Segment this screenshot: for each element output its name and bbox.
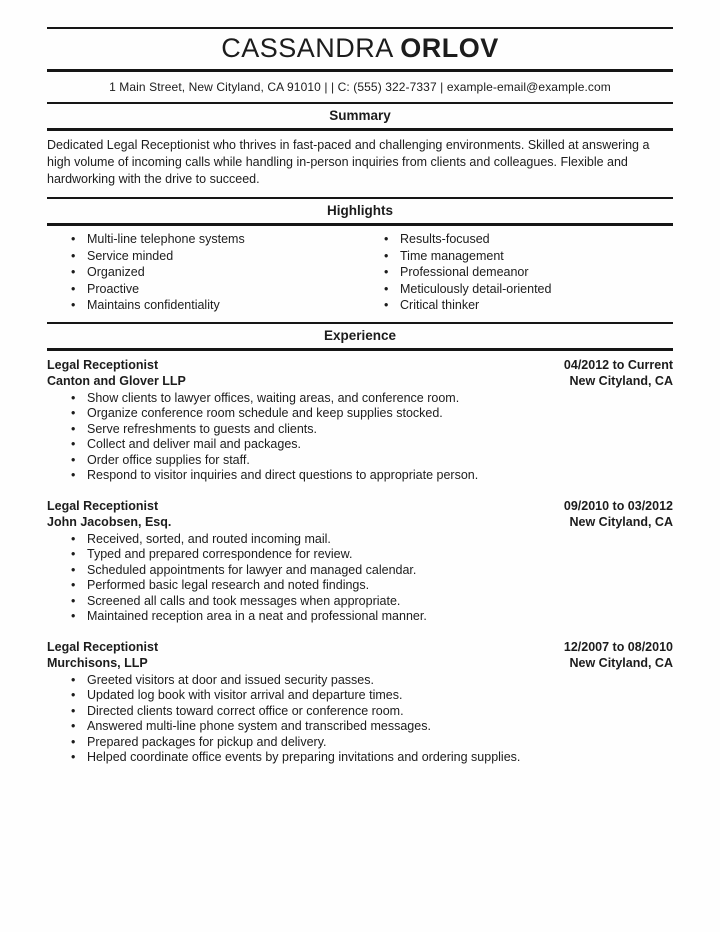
bullet-icon: • [71, 562, 76, 577]
job-duty-text: Order office supplies for staff. [87, 452, 250, 467]
job-entry [47, 498, 673, 625]
highlight-text: Proactive [87, 281, 140, 296]
job-duty-text: Serve refreshments to guests and clients. [87, 421, 317, 436]
job-title: Legal Receptionist [47, 357, 159, 372]
highlight-item [360, 264, 673, 281]
job-duty-text: Screened all calls and took messages when appropriate. [87, 593, 401, 608]
job-company: Murchisons, LLP [47, 655, 148, 670]
job-header-row [47, 639, 673, 655]
bullet-icon: • [71, 750, 76, 764]
highlight-text: Meticulously detail-oriented [400, 281, 552, 296]
job-duties-list [47, 673, 673, 766]
job-entry [47, 639, 673, 766]
bullet-icon: • [71, 547, 76, 561]
job-location: New Cityland, CA [569, 373, 673, 388]
job-duty-item [47, 735, 673, 751]
job-duties-list [47, 532, 673, 625]
highlights-heading: Highlights [47, 197, 673, 226]
highlight-item [360, 248, 673, 265]
bullet-icon: • [384, 298, 389, 312]
job-duty-item [47, 673, 673, 689]
bullet-icon: • [71, 734, 76, 749]
page-title [47, 33, 673, 63]
bullet-icon: • [71, 452, 76, 467]
highlight-item [360, 231, 673, 248]
job-duty-item [47, 532, 673, 548]
job-header-row [47, 357, 673, 373]
bullet-icon: • [384, 265, 389, 279]
highlight-text: Critical thinker [400, 298, 480, 312]
bullet-icon: • [71, 421, 76, 436]
job-duty-text: Scheduled appointments for lawyer and managed calendar. [87, 562, 417, 577]
job-subheader-row [47, 514, 673, 530]
job-duty-item [47, 391, 673, 407]
job-duties-list [47, 391, 673, 484]
job-duty-text: Directed clients toward correct office or conference room. [87, 703, 404, 718]
highlight-text: Professional demeanor [400, 265, 529, 279]
experience-jobs [47, 351, 673, 766]
job-company: John Jacobsen, Esq. [47, 514, 172, 529]
highlights-right-column [360, 231, 673, 314]
job-company: Canton and Glover LLP [47, 373, 186, 388]
last-name: ORLOV [400, 33, 499, 63]
highlight-text: Maintains confidentiality [87, 298, 220, 312]
job-duty-item [47, 688, 673, 704]
bullet-icon: • [71, 281, 76, 296]
highlights-right-list [360, 231, 673, 314]
job-duty-item [47, 719, 673, 735]
highlight-item [47, 297, 360, 314]
bullet-icon: • [384, 232, 389, 246]
job-title: Legal Receptionist [47, 498, 159, 513]
bullet-icon: • [71, 719, 76, 733]
job-duty-text: Answered multi-line phone system and transcribed messages. [87, 719, 431, 733]
job-dates: 04/2012 to Current [563, 357, 673, 372]
job-duty-text: Helped coordinate office events by preparing invitations and ordering supplies. [87, 750, 521, 764]
job-duty-item [47, 437, 673, 453]
highlight-item [47, 281, 360, 298]
highlights-columns [47, 226, 673, 322]
job-duty-text: Collect and deliver mail and packages. [87, 437, 302, 451]
highlight-item [47, 248, 360, 265]
job-duty-text: Performed basic legal research and noted findings. [87, 578, 370, 592]
job-location: New Cityland, CA [569, 514, 673, 529]
job-duty-text: Typed and prepared correspondence for review. [87, 547, 353, 561]
job-dates: 12/2007 to 08/2010 [563, 639, 673, 654]
job-duty-item [47, 563, 673, 579]
bullet-icon: • [71, 672, 76, 687]
job-duty-item [47, 704, 673, 720]
first-name: CASSANDRA [221, 33, 393, 63]
job-title: Legal Receptionist [47, 639, 159, 654]
bullet-icon: • [71, 468, 76, 482]
job-duty-text: Greeted visitors at door and issued security passes. [87, 672, 374, 687]
bullet-icon: • [71, 688, 76, 702]
highlight-text: Time management [400, 248, 504, 263]
experience-heading: Experience [47, 322, 673, 351]
job-header-row [47, 498, 673, 514]
job-duty-item [47, 594, 673, 610]
highlight-item [47, 264, 360, 281]
highlights-left-list [47, 231, 360, 314]
bullet-icon: • [71, 390, 76, 405]
summary-heading: Summary [47, 102, 673, 131]
job-duty-text: Organize conference room schedule and keep supplies stocked. [87, 406, 443, 420]
contact-line: 1 Main Street, New Cityland, CA 91010 | | C: (555) 322-7337 | example-email@example.com [109, 80, 611, 94]
job-duty-text: Show clients to lawyer offices, waiting areas, and conference room. [87, 390, 460, 405]
summary-text: Dedicated Legal Receptionist who thrives in fast-paced and challenging environments. Skilled at answering a high volume of incoming calls while handling in-person inquiries from clients and colleagues. Flexible and hardworking with the drive to succeed. [47, 138, 650, 186]
bullet-icon: • [71, 593, 76, 608]
job-location: New Cityland, CA [569, 655, 673, 670]
job-duty-item [47, 453, 673, 469]
bullet-icon: • [71, 406, 76, 420]
bullet-icon: • [71, 265, 76, 279]
job-subheader-row [47, 373, 673, 389]
bullet-icon: • [71, 531, 76, 546]
job-duty-item [47, 547, 673, 563]
job-duty-item [47, 422, 673, 438]
highlight-item [360, 297, 673, 314]
highlight-text: Organized [87, 265, 145, 279]
bullet-icon: • [384, 281, 389, 296]
job-duty-text: Updated log book with visitor arrival and departure times. [87, 688, 403, 702]
job-subheader-row [47, 655, 673, 671]
bullet-icon: • [71, 232, 76, 246]
job-duty-item [47, 468, 673, 484]
job-duty-text: Received, sorted, and routed incoming mail. [87, 531, 331, 546]
bullet-icon: • [71, 298, 76, 312]
job-entry [47, 357, 673, 484]
job-duty-text: Prepared packages for pickup and delivery. [87, 734, 327, 749]
highlight-item [47, 231, 360, 248]
job-duty-text: Respond to visitor inquiries and direct questions to appropriate person. [87, 468, 479, 482]
job-duty-item [47, 609, 673, 625]
bullet-icon: • [384, 248, 389, 263]
bullet-icon: • [71, 437, 76, 451]
highlight-text: Results-focused [400, 232, 490, 246]
job-duty-item [47, 578, 673, 594]
bullet-icon: • [71, 703, 76, 718]
job-duty-text: Maintained reception area in a neat and professional manner. [87, 609, 427, 623]
bullet-icon: • [71, 248, 76, 263]
job-dates: 09/2010 to 03/2012 [563, 498, 673, 513]
bullet-icon: • [71, 609, 76, 623]
highlight-text: Service minded [87, 248, 174, 263]
job-duty-item [47, 406, 673, 422]
job-duty-item [47, 750, 673, 766]
highlights-left-column [47, 231, 360, 314]
highlight-text: Multi-line telephone systems [87, 232, 245, 246]
bullet-icon: • [71, 578, 76, 592]
header-block [47, 27, 673, 72]
highlight-item [360, 281, 673, 298]
